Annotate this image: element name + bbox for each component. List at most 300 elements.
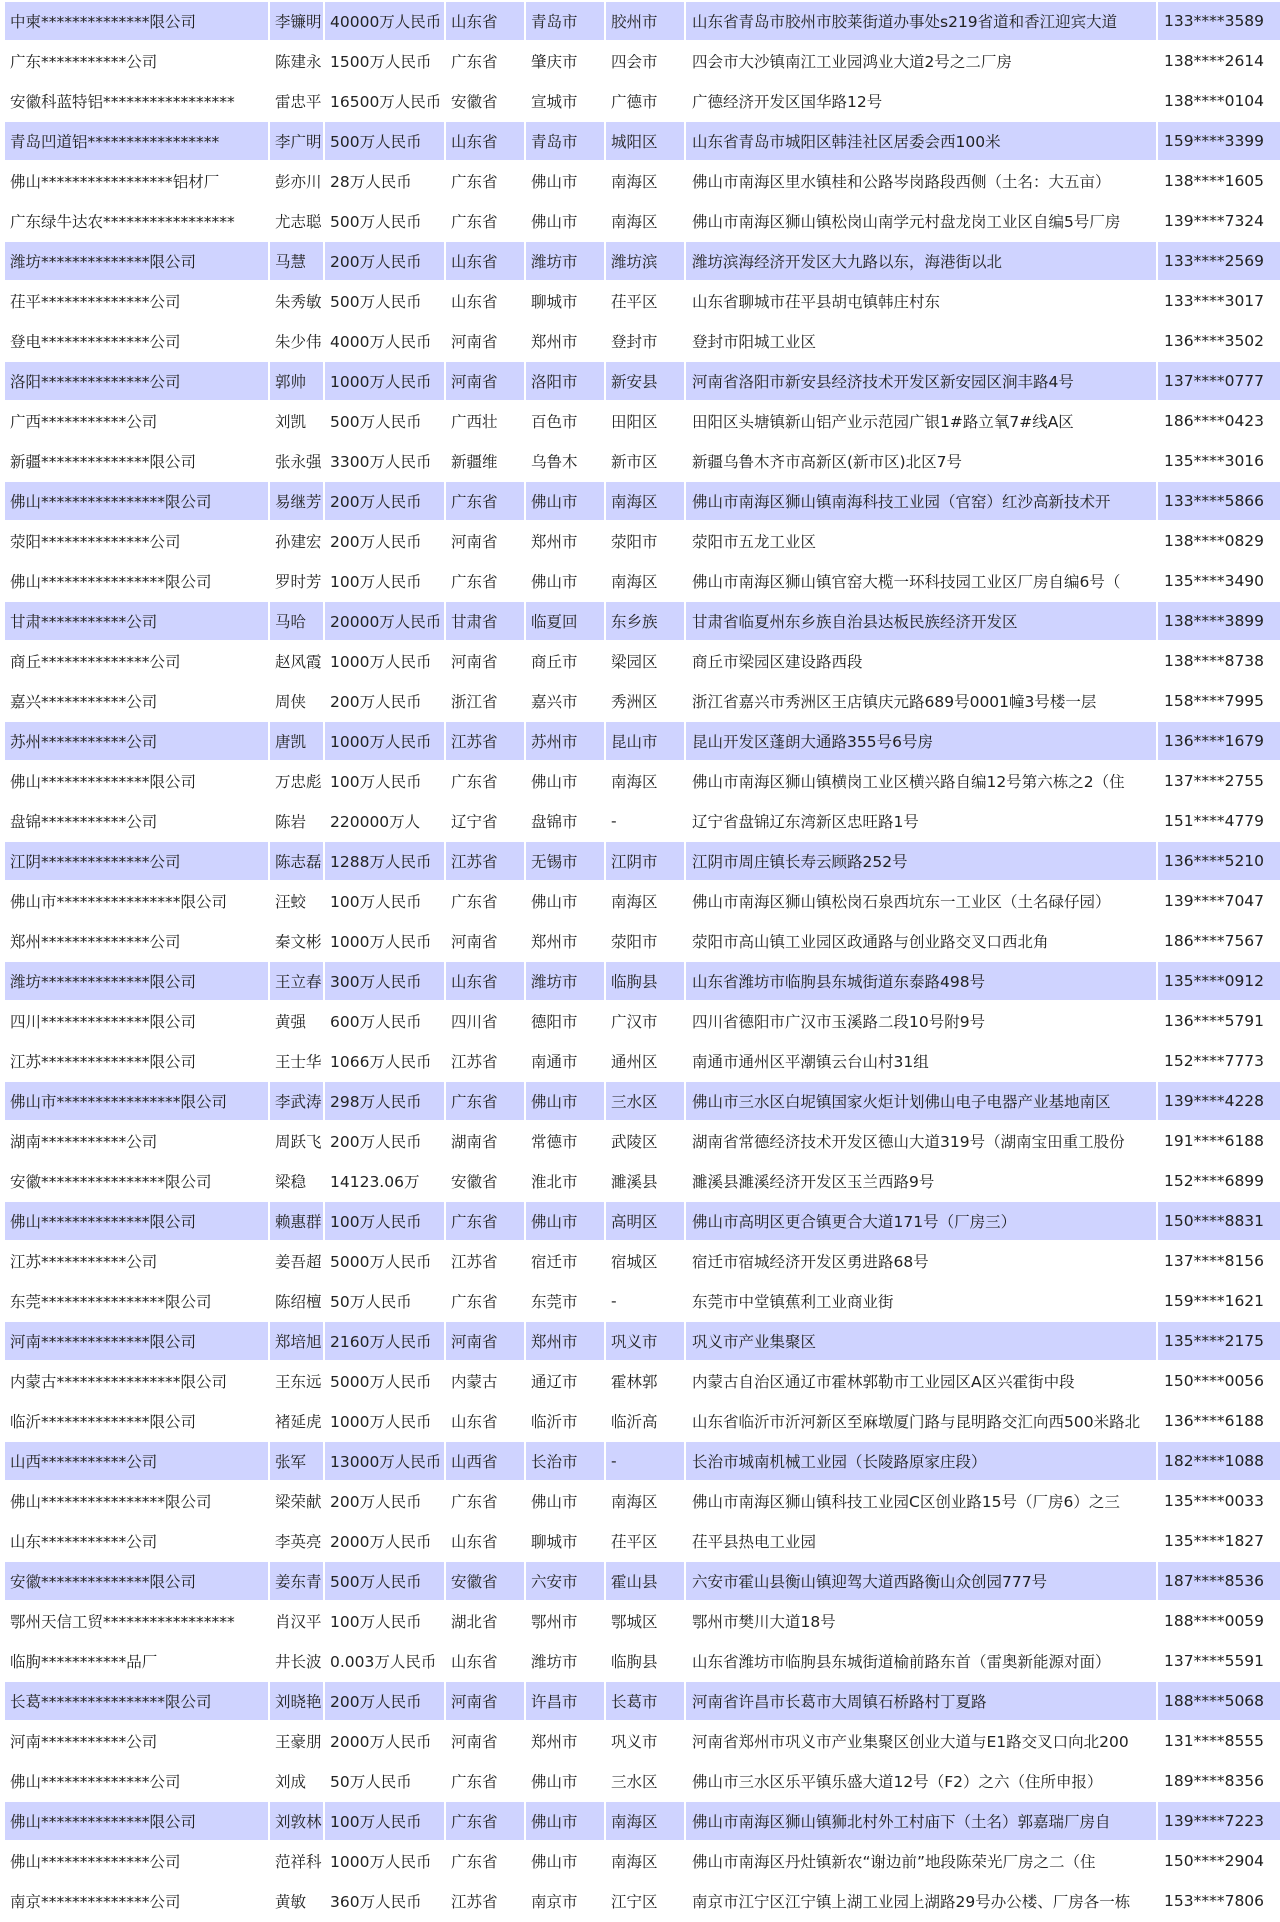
district-cell: 南海区	[606, 202, 684, 240]
registered-capital-cell: 2000万人民币	[325, 1522, 444, 1560]
city-cell: 宣城市	[526, 82, 604, 120]
phone-cell: 139****7047	[1158, 882, 1280, 920]
city-cell: 肇庆市	[526, 42, 604, 80]
province-cell: 辽宁省	[446, 802, 524, 840]
address-cell: 南通市通州区平潮镇云台山村31组	[686, 1042, 1156, 1080]
phone-cell: 151****4779	[1158, 802, 1280, 840]
phone-cell: 139****4228	[1158, 1082, 1280, 1120]
company-name-cell: 郑州**************公司	[5, 922, 268, 960]
company-name-cell: 安徽**************限公司	[5, 1562, 268, 1600]
district-cell: 广汉市	[606, 1002, 684, 1040]
legal-representative-cell: 肖汉平	[270, 1602, 323, 1640]
legal-representative-cell: 刘晓艳	[270, 1682, 323, 1720]
district-cell: 东乡族	[606, 602, 684, 640]
company-name-cell: 湖南***********公司	[5, 1122, 268, 1160]
district-cell: 南海区	[606, 1802, 684, 1840]
table-row	[5, 202, 1280, 240]
legal-representative-cell: 黄敏	[270, 1882, 323, 1920]
registered-capital-cell: 1000万人民币	[325, 642, 444, 680]
phone-cell: 136****3502	[1158, 322, 1280, 360]
table-row	[5, 1842, 1280, 1880]
district-cell: 荥阳市	[606, 522, 684, 560]
district-cell: 南海区	[606, 482, 684, 520]
company-name-cell: 江苏***********公司	[5, 1242, 268, 1280]
city-cell: 潍坊市	[526, 962, 604, 1000]
table-row	[5, 842, 1280, 880]
registered-capital-cell: 200万人民币	[325, 522, 444, 560]
company-name-cell: 荥阳**************公司	[5, 522, 268, 560]
address-cell: 湖南省常德经济技术开发区德山大道319号（湖南宝田重工股份	[686, 1122, 1156, 1160]
city-cell: 郑州市	[526, 1722, 604, 1760]
city-cell: 苏州市	[526, 722, 604, 760]
province-cell: 内蒙古	[446, 1362, 524, 1400]
province-cell: 江苏省	[446, 1242, 524, 1280]
table-row	[5, 1402, 1280, 1440]
province-cell: 广东省	[446, 882, 524, 920]
city-cell: 盘锦市	[526, 802, 604, 840]
phone-cell: 188****5068	[1158, 1682, 1280, 1720]
city-cell: 佛山市	[526, 562, 604, 600]
registered-capital-cell: 2000万人民币	[325, 1722, 444, 1760]
legal-representative-cell: 刘成	[270, 1762, 323, 1800]
company-name-cell: 洛阳**************公司	[5, 362, 268, 400]
district-cell: 城阳区	[606, 122, 684, 160]
legal-representative-cell: 易继芳	[270, 482, 323, 520]
legal-representative-cell: 姜东青	[270, 1562, 323, 1600]
table-row	[5, 1162, 1280, 1200]
table-row	[5, 442, 1280, 480]
address-cell: 辽宁省盘锦辽东湾新区忠旺路1号	[686, 802, 1156, 840]
district-cell: 潍坊滨	[606, 242, 684, 280]
district-cell: 临朐县	[606, 1642, 684, 1680]
address-cell: 巩义市产业集聚区	[686, 1322, 1156, 1360]
table-row	[5, 1802, 1280, 1840]
district-cell: 通州区	[606, 1042, 684, 1080]
table-row	[5, 642, 1280, 680]
legal-representative-cell: 黄强	[270, 1002, 323, 1040]
company-name-cell: 四川**************限公司	[5, 1002, 268, 1040]
address-cell: 茌平县热电工业园	[686, 1522, 1156, 1560]
company-name-cell: 南京**************公司	[5, 1882, 268, 1920]
registered-capital-cell: 298万人民币	[325, 1082, 444, 1120]
province-cell: 广东省	[446, 1762, 524, 1800]
legal-representative-cell: 万忠彪	[270, 762, 323, 800]
company-name-cell: 东莞****************限公司	[5, 1282, 268, 1320]
company-name-cell: 佛山市****************限公司	[5, 882, 268, 920]
registered-capital-cell: 360万人民币	[325, 1882, 444, 1920]
city-cell: 青岛市	[526, 2, 604, 40]
address-cell: 佛山市三水区乐平镇乐盛大道12号（F2）之六（住所申报）	[686, 1762, 1156, 1800]
registered-capital-cell: 2160万人民币	[325, 1322, 444, 1360]
address-cell: 佛山市三水区白坭镇国家火炬计划佛山电子电器产业基地南区	[686, 1082, 1156, 1120]
phone-cell: 138****2614	[1158, 42, 1280, 80]
district-cell: 南海区	[606, 1482, 684, 1520]
district-cell: 登封市	[606, 322, 684, 360]
registered-capital-cell: 200万人民币	[325, 1682, 444, 1720]
phone-cell: 135****2175	[1158, 1322, 1280, 1360]
registered-capital-cell: 200万人民币	[325, 482, 444, 520]
registered-capital-cell: 5000万人民币	[325, 1362, 444, 1400]
registered-capital-cell: 28万人民币	[325, 162, 444, 200]
legal-representative-cell: 周侠	[270, 682, 323, 720]
company-name-cell: 盘锦***********公司	[5, 802, 268, 840]
company-name-cell: 佛山*****************铝材厂	[5, 162, 268, 200]
registered-capital-cell: 20000万人民币	[325, 602, 444, 640]
registered-capital-cell: 50万人民币	[325, 1282, 444, 1320]
legal-representative-cell: 李英亮	[270, 1522, 323, 1560]
legal-representative-cell: 刘敦林	[270, 1802, 323, 1840]
district-cell: 濉溪县	[606, 1162, 684, 1200]
company-name-cell: 鄂州天信工贸*****************	[5, 1602, 268, 1640]
district-cell: 长葛市	[606, 1682, 684, 1720]
legal-representative-cell: 陈建永	[270, 42, 323, 80]
province-cell: 广东省	[446, 562, 524, 600]
address-cell: 佛山市南海区里水镇桂和公路岑岗路段西侧（土名：大五亩）	[686, 162, 1156, 200]
district-cell: 三水区	[606, 1082, 684, 1120]
city-cell: 佛山市	[526, 1802, 604, 1840]
province-cell: 广东省	[446, 1842, 524, 1880]
registered-capital-cell: 300万人民币	[325, 962, 444, 1000]
address-cell: 浙江省嘉兴市秀洲区王店镇庆元路689号0001幢3号楼一层	[686, 682, 1156, 720]
district-cell: 南海区	[606, 882, 684, 920]
province-cell: 河南省	[446, 922, 524, 960]
district-cell: 霍林郭	[606, 1362, 684, 1400]
table-row	[5, 402, 1280, 440]
table-row	[5, 562, 1280, 600]
company-name-cell: 佛山****************限公司	[5, 482, 268, 520]
phone-cell: 136****5210	[1158, 842, 1280, 880]
province-cell: 山东省	[446, 122, 524, 160]
company-name-cell: 佛山市****************限公司	[5, 1082, 268, 1120]
province-cell: 山东省	[446, 1402, 524, 1440]
registered-capital-cell: 100万人民币	[325, 762, 444, 800]
table-row	[5, 922, 1280, 960]
city-cell: 南京市	[526, 1882, 604, 1920]
registered-capital-cell: 500万人民币	[325, 122, 444, 160]
phone-cell: 137****5591	[1158, 1642, 1280, 1680]
company-name-cell: 临朐***********品厂	[5, 1642, 268, 1680]
phone-cell: 135****3490	[1158, 562, 1280, 600]
company-name-cell: 茌平**************公司	[5, 282, 268, 320]
table-row	[5, 242, 1280, 280]
address-cell: 四川省德阳市广汉市玉溪路二段10号附9号	[686, 1002, 1156, 1040]
address-cell: 昆山开发区蓬朗大通路355号6号房	[686, 722, 1156, 760]
table-row	[5, 722, 1280, 760]
legal-representative-cell: 郑培旭	[270, 1322, 323, 1360]
address-cell: 商丘市梁园区建设路西段	[686, 642, 1156, 680]
address-cell: 山东省临沂市沂河新区至麻墩厦门路与昆明路交汇向西500米路北	[686, 1402, 1156, 1440]
district-cell: -	[606, 1442, 684, 1480]
phone-cell: 159****1621	[1158, 1282, 1280, 1320]
table-row	[5, 1242, 1280, 1280]
registered-capital-cell: 1000万人民币	[325, 1402, 444, 1440]
legal-representative-cell: 彭亦川	[270, 162, 323, 200]
registered-capital-cell: 1000万人民币	[325, 362, 444, 400]
address-cell: 甘肃省临夏州东乡族自治县达板民族经济开发区	[686, 602, 1156, 640]
phone-cell: 135****0033	[1158, 1482, 1280, 1520]
phone-cell: 188****0059	[1158, 1602, 1280, 1640]
city-cell: 佛山市	[526, 482, 604, 520]
province-cell: 广东省	[446, 1282, 524, 1320]
legal-representative-cell: 汪蛟	[270, 882, 323, 920]
district-cell: 南海区	[606, 1842, 684, 1880]
province-cell: 河南省	[446, 362, 524, 400]
district-cell: 田阳区	[606, 402, 684, 440]
district-cell: 南海区	[606, 562, 684, 600]
province-cell: 广东省	[446, 162, 524, 200]
company-name-cell: 山西***********公司	[5, 1442, 268, 1480]
city-cell: 佛山市	[526, 882, 604, 920]
company-name-cell: 青岛凹道铝*****************	[5, 122, 268, 160]
province-cell: 江苏省	[446, 722, 524, 760]
province-cell: 广东省	[446, 1202, 524, 1240]
company-name-cell: 佛山**************公司	[5, 1842, 268, 1880]
phone-cell: 133****3589	[1158, 2, 1280, 40]
company-name-cell: 佛山**************限公司	[5, 1802, 268, 1840]
legal-representative-cell: 刘凯	[270, 402, 323, 440]
province-cell: 河南省	[446, 642, 524, 680]
table-row	[5, 1762, 1280, 1800]
address-cell: 山东省潍坊市临朐县东城街道榆前路东首（雷奥新能源对面）	[686, 1642, 1156, 1680]
city-cell: 佛山市	[526, 1082, 604, 1120]
district-cell: 茌平区	[606, 1522, 684, 1560]
phone-cell: 133****3017	[1158, 282, 1280, 320]
table-row	[5, 2, 1280, 40]
company-name-cell: 潍坊**************限公司	[5, 242, 268, 280]
city-cell: 青岛市	[526, 122, 604, 160]
address-cell: 佛山市南海区狮山镇狮北村外工村庙下（土名）郭嘉瑞厂房自	[686, 1802, 1156, 1840]
registered-capital-cell: 200万人民币	[325, 682, 444, 720]
phone-cell: 152****6899	[1158, 1162, 1280, 1200]
province-cell: 江苏省	[446, 1042, 524, 1080]
address-cell: 登封市阳城工业区	[686, 322, 1156, 360]
phone-cell: 186****0423	[1158, 402, 1280, 440]
city-cell: 无锡市	[526, 842, 604, 880]
table-row	[5, 282, 1280, 320]
city-cell: 聊城市	[526, 1522, 604, 1560]
company-name-cell: 苏州***********公司	[5, 722, 268, 760]
registered-capital-cell: 1288万人民币	[325, 842, 444, 880]
phone-cell: 150****2904	[1158, 1842, 1280, 1880]
phone-cell: 138****0829	[1158, 522, 1280, 560]
table-row	[5, 682, 1280, 720]
district-cell: 南海区	[606, 762, 684, 800]
legal-representative-cell: 井长波	[270, 1642, 323, 1680]
address-cell: 南京市江宁区江宁镇上湖工业园上湖路29号办公楼、厂房各一栋	[686, 1882, 1156, 1920]
legal-representative-cell: 范祥科	[270, 1842, 323, 1880]
company-name-cell: 佛山**************公司	[5, 1762, 268, 1800]
province-cell: 湖南省	[446, 1122, 524, 1160]
province-cell: 安徽省	[446, 82, 524, 120]
district-cell: 武陵区	[606, 1122, 684, 1160]
legal-representative-cell: 王立春	[270, 962, 323, 1000]
legal-representative-cell: 雷忠平	[270, 82, 323, 120]
phone-cell: 187****8536	[1158, 1562, 1280, 1600]
registered-capital-cell: 220000万人	[325, 802, 444, 840]
legal-representative-cell: 陈志磊	[270, 842, 323, 880]
province-cell: 广东省	[446, 482, 524, 520]
province-cell: 广东省	[446, 1082, 524, 1120]
company-name-cell: 佛山****************限公司	[5, 562, 268, 600]
registered-capital-cell: 100万人民币	[325, 562, 444, 600]
table-row	[5, 1722, 1280, 1760]
district-cell: -	[606, 802, 684, 840]
address-cell: 佛山市南海区狮山镇松岗石泉西坑东一工业区（土名碌仔园）	[686, 882, 1156, 920]
table-row	[5, 1202, 1280, 1240]
city-cell: 常德市	[526, 1122, 604, 1160]
city-cell: 佛山市	[526, 762, 604, 800]
phone-cell: 133****2569	[1158, 242, 1280, 280]
legal-representative-cell: 李广明	[270, 122, 323, 160]
phone-cell: 191****6188	[1158, 1122, 1280, 1160]
address-cell: 荥阳市五龙工业区	[686, 522, 1156, 560]
phone-cell: 138****1605	[1158, 162, 1280, 200]
province-cell: 江苏省	[446, 1882, 524, 1920]
table-row	[5, 322, 1280, 360]
table-row	[5, 1522, 1280, 1560]
district-cell: 宿城区	[606, 1242, 684, 1280]
table-row	[5, 602, 1280, 640]
company-name-cell: 嘉兴***********公司	[5, 682, 268, 720]
province-cell: 河南省	[446, 522, 524, 560]
address-cell: 鄂州市樊川大道18号	[686, 1602, 1156, 1640]
district-cell: -	[606, 1282, 684, 1320]
province-cell: 江苏省	[446, 842, 524, 880]
province-cell: 浙江省	[446, 682, 524, 720]
registered-capital-cell: 500万人民币	[325, 1562, 444, 1600]
address-cell: 河南省许昌市长葛市大周镇石桥路村丁夏路	[686, 1682, 1156, 1720]
city-cell: 许昌市	[526, 1682, 604, 1720]
table-row	[5, 802, 1280, 840]
province-cell: 山东省	[446, 242, 524, 280]
province-cell: 河南省	[446, 322, 524, 360]
address-cell: 六安市霍山县衡山镇迎驾大道西路衡山众创园777号	[686, 1562, 1156, 1600]
company-name-cell: 新疆**************限公司	[5, 442, 268, 480]
legal-representative-cell: 郭帅	[270, 362, 323, 400]
legal-representative-cell: 朱少伟	[270, 322, 323, 360]
city-cell: 鄂州市	[526, 1602, 604, 1640]
district-cell: 临沂高	[606, 1402, 684, 1440]
city-cell: 南通市	[526, 1042, 604, 1080]
legal-representative-cell: 秦文彬	[270, 922, 323, 960]
city-cell: 佛山市	[526, 162, 604, 200]
address-cell: 江阴市周庄镇长寿云顾路252号	[686, 842, 1156, 880]
phone-cell: 150****0056	[1158, 1362, 1280, 1400]
legal-representative-cell: 李武涛	[270, 1082, 323, 1120]
province-cell: 山西省	[446, 1442, 524, 1480]
table-row	[5, 962, 1280, 1000]
phone-cell: 137****2755	[1158, 762, 1280, 800]
district-cell: 广德市	[606, 82, 684, 120]
city-cell: 六安市	[526, 1562, 604, 1600]
province-cell: 甘肃省	[446, 602, 524, 640]
table-row	[5, 1482, 1280, 1520]
phone-cell: 131****8555	[1158, 1722, 1280, 1760]
address-cell: 潍坊滨海经济开发区大九路以东，海港街以北	[686, 242, 1156, 280]
table-row	[5, 482, 1280, 520]
city-cell: 佛山市	[526, 1842, 604, 1880]
legal-representative-cell: 张军	[270, 1442, 323, 1480]
city-cell: 郑州市	[526, 322, 604, 360]
district-cell: 临朐县	[606, 962, 684, 1000]
legal-representative-cell: 张永强	[270, 442, 323, 480]
company-table-body	[5, 2, 1280, 1920]
table-row	[5, 162, 1280, 200]
company-table-sheet	[5, 0, 1275, 1922]
city-cell: 百色市	[526, 402, 604, 440]
province-cell: 山东省	[446, 962, 524, 1000]
city-cell: 郑州市	[526, 522, 604, 560]
city-cell: 佛山市	[526, 1762, 604, 1800]
city-cell: 临夏回	[526, 602, 604, 640]
table-row	[5, 122, 1280, 160]
district-cell: 秀洲区	[606, 682, 684, 720]
phone-cell: 150****8831	[1158, 1202, 1280, 1240]
address-cell: 山东省聊城市茌平县胡屯镇韩庄村东	[686, 282, 1156, 320]
address-cell: 宿迁市宿城经济开发区勇进路68号	[686, 1242, 1156, 1280]
registered-capital-cell: 0.003万人民币	[325, 1642, 444, 1680]
company-name-cell: 佛山**************限公司	[5, 1202, 268, 1240]
table-row	[5, 522, 1280, 560]
phone-cell: 135****3016	[1158, 442, 1280, 480]
phone-cell: 153****7806	[1158, 1882, 1280, 1920]
phone-cell: 138****3899	[1158, 602, 1280, 640]
table-row	[5, 1362, 1280, 1400]
province-cell: 广东省	[446, 762, 524, 800]
phone-cell: 139****7324	[1158, 202, 1280, 240]
province-cell: 安徽省	[446, 1162, 524, 1200]
table-row	[5, 1322, 1280, 1360]
legal-representative-cell: 赖惠群	[270, 1202, 323, 1240]
district-cell: 四会市	[606, 42, 684, 80]
registered-capital-cell: 1000万人民币	[325, 922, 444, 960]
district-cell: 巩义市	[606, 1722, 684, 1760]
district-cell: 巩义市	[606, 1322, 684, 1360]
table-row	[5, 1882, 1280, 1920]
address-cell: 荥阳市高山镇工业园区政通路与创业路交叉口西北角	[686, 922, 1156, 960]
province-cell: 广东省	[446, 1482, 524, 1520]
legal-representative-cell: 梁稳	[270, 1162, 323, 1200]
registered-capital-cell: 5000万人民币	[325, 1242, 444, 1280]
address-cell: 山东省青岛市胶州市胶莱街道办事处s219省道和香江迎宾大道	[686, 2, 1156, 40]
city-cell: 宿迁市	[526, 1242, 604, 1280]
address-cell: 长治市城南机械工业园（长陵路原家庄段）	[686, 1442, 1156, 1480]
company-name-cell: 甘肃***********公司	[5, 602, 268, 640]
legal-representative-cell: 梁荣献	[270, 1482, 323, 1520]
province-cell: 河南省	[446, 1322, 524, 1360]
registered-capital-cell: 200万人民币	[325, 1122, 444, 1160]
province-cell: 广西壮	[446, 402, 524, 440]
city-cell: 郑州市	[526, 922, 604, 960]
phone-cell: 138****8738	[1158, 642, 1280, 680]
province-cell: 四川省	[446, 1002, 524, 1040]
city-cell: 潍坊市	[526, 1642, 604, 1680]
company-name-cell: 山东***********公司	[5, 1522, 268, 1560]
company-name-cell: 长葛****************限公司	[5, 1682, 268, 1720]
address-cell: 东莞市中堂镇蕉利工业商业街	[686, 1282, 1156, 1320]
city-cell: 佛山市	[526, 202, 604, 240]
address-cell: 新疆乌鲁木齐市高新区(新市区)北区7号	[686, 442, 1156, 480]
legal-representative-cell: 王东远	[270, 1362, 323, 1400]
legal-representative-cell: 马哈	[270, 602, 323, 640]
province-cell: 安徽省	[446, 1562, 524, 1600]
table-row	[5, 1602, 1280, 1640]
registered-capital-cell: 100万人民币	[325, 882, 444, 920]
city-cell: 德阳市	[526, 1002, 604, 1040]
address-cell: 佛山市高明区更合镇更合大道171号（厂房三）	[686, 1202, 1156, 1240]
registered-capital-cell: 200万人民币	[325, 1482, 444, 1520]
city-cell: 乌鲁木	[526, 442, 604, 480]
